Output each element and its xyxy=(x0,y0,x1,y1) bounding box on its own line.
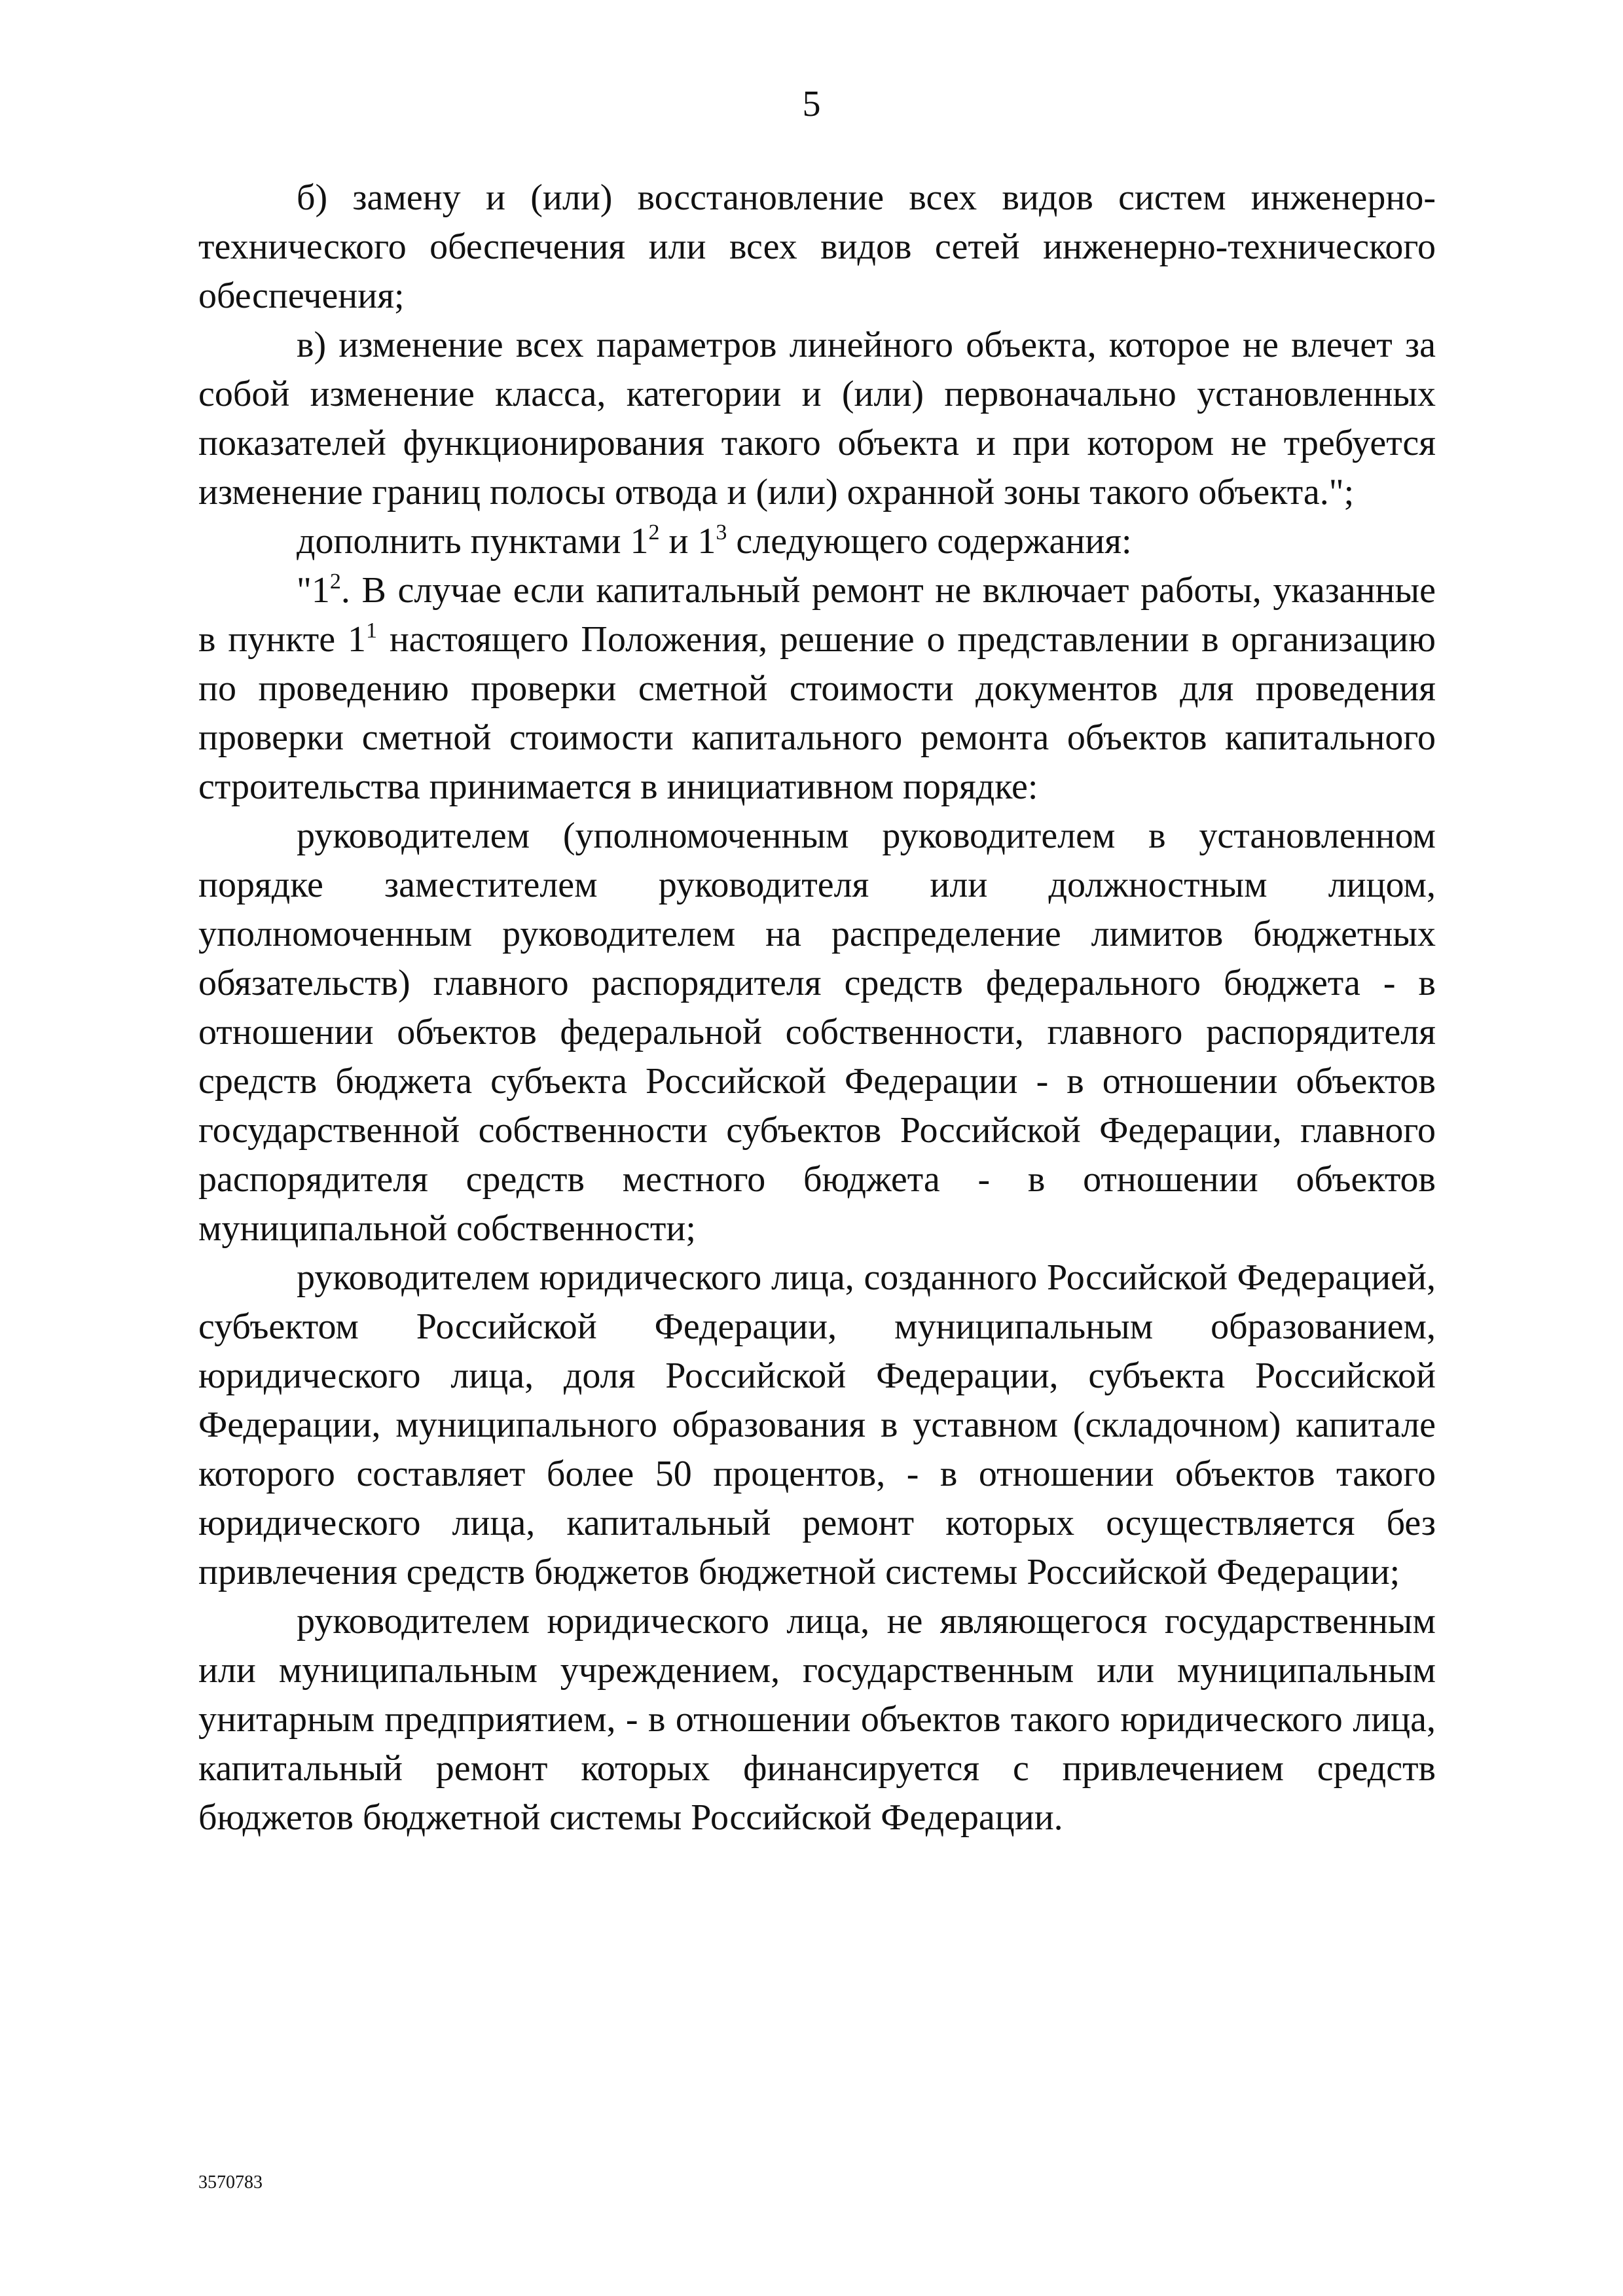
paragraph-text: руководителем юридического лица, не являющегося государственным или муниципальным учреждением, государственным или муниципальным унитарным предприятием, - в отношении объектов такого юридического лица, капитальный ремонт которых финансируется с привлечением средств бюджетов бюджетной системы Российской Федерации. xyxy=(198,1601,1436,1838)
paragraph-head-non-state-entity xyxy=(198,1597,1436,1842)
paragraph-text: настоящего Положения, решение о представлении в организацию по проведению проверки сметной стоимости документов для проведения проверки сметной стоимости капитального ремонта объектов капитального строительства принимается в инициативном порядке: xyxy=(198,619,1436,807)
superscript: 2 xyxy=(648,520,660,545)
paragraph-text: руководителем (уполномоченным руководителем в установленном порядке заместителем руководителя или должностным лицом, уполномоченным руководителем на распределение лимитов бюджетных обязательств) главного распорядителя средств федерального бюджета - в отношении объектов федеральной собственности, главного распорядителя средств бюджета субъекта Российской Федерации - в отношении объектов государственной собственности субъектов Российской Федерации, главного распорядителя средств местного бюджета - в отношении объектов муниципальной собственности; xyxy=(198,816,1436,1249)
paragraph-item-b xyxy=(198,173,1436,321)
paragraph-text: следующего содержания: xyxy=(727,521,1132,562)
paragraph-amend-instruction xyxy=(198,517,1436,566)
superscript: 1 xyxy=(365,618,377,643)
paragraph-text: дополнить пунктами 1 xyxy=(297,521,649,562)
page-number: 5 xyxy=(802,84,821,124)
paragraph-text: . В случае если капитальный ремонт не включает работы, указанные в пункте 1 xyxy=(198,570,1436,660)
paragraph-head-legal-entity xyxy=(198,1253,1436,1597)
paragraph-text: "1 xyxy=(297,570,330,611)
paragraph-clause-1-2 xyxy=(198,566,1436,812)
paragraph-text: б) замену и (или) восстановление всех видов систем инженерно-технического обеспечения или всех видов сетей инженерно-технического обеспечения; xyxy=(198,177,1436,316)
document-code: 3570783 xyxy=(198,2172,263,2193)
paragraph-text: в) изменение всех параметров линейного объекта, которое не влечет за собой изменение класса, категории и (или) первоначально установленных показателей функционирования такого объекта и при котором не требуется изменение границ полосы отвода и (или) охранной зоны такого объекта."; xyxy=(198,325,1436,512)
superscript: 2 xyxy=(329,569,341,594)
superscript: 3 xyxy=(716,520,727,545)
paragraph-item-v xyxy=(198,321,1436,517)
paragraph-text: и 1 xyxy=(659,521,716,562)
document-body xyxy=(198,173,1436,1842)
paragraph-head-federal xyxy=(198,812,1436,1253)
paragraph-text: руководителем юридического лица, созданного Российской Федерацией, субъектом Российской Федерации, муниципальным образованием, юридического лица, доля Российской Федерации, субъекта Российской Федерации, муниципального образования в уставном (складочном) капитале которого составляет более 50 процентов, - в отношении объектов такого юридического лица, капитальный ремонт которых осуществляется без привлечения средств бюджетов бюджетной системы Российской Федерации; xyxy=(198,1257,1436,1592)
